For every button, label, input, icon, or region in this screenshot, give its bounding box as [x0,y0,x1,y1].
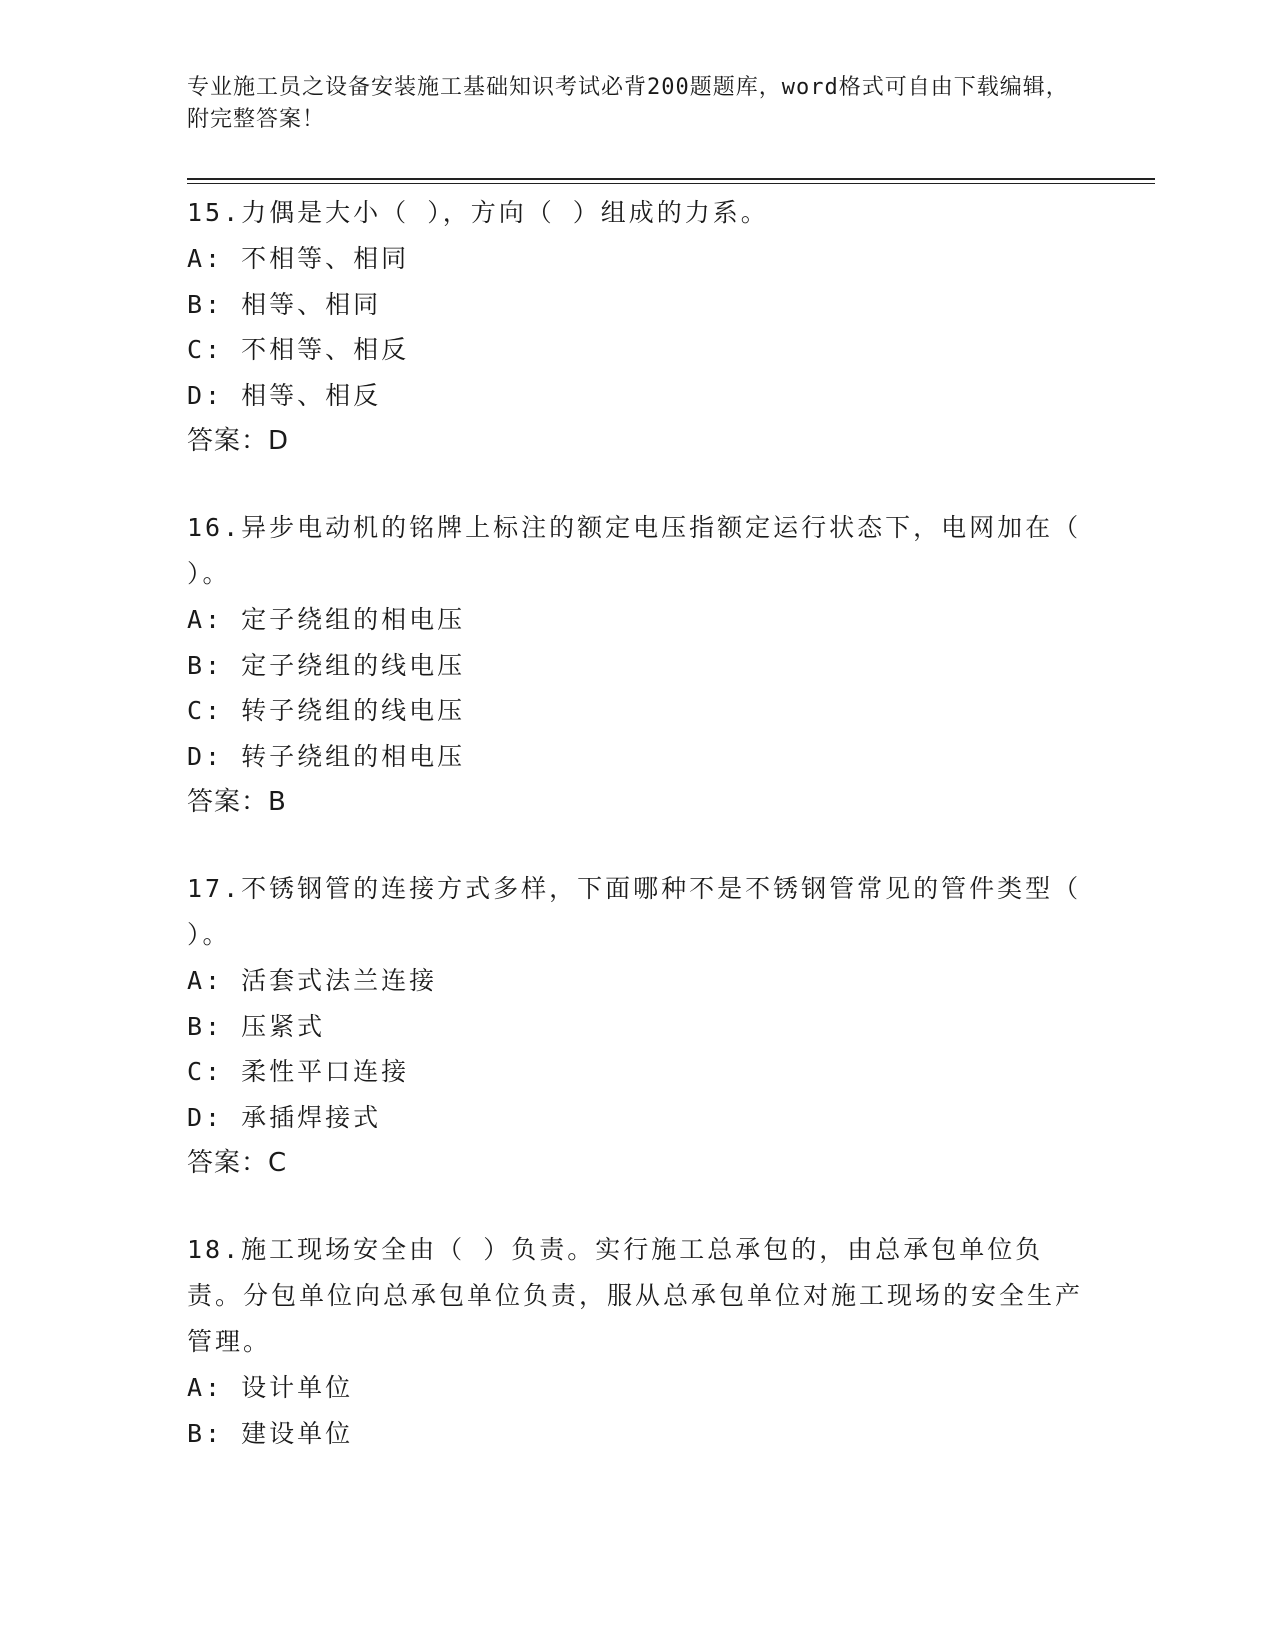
option-d: D: 相等、相反 [187,380,382,410]
header-divider [187,178,1155,180]
option-a: A: 定子绕组的相电压 [187,605,466,634]
question-stem: 18.施工现场安全由（ ）负责。实行施工总承包的，由总承包单位负责。分包单位向总承包单位负责，服从总承包单位对施工现场的安全生产管理。 [187,1235,1084,1356]
document-header: 专业施工员之设备安装施工基础知识考试必背200题题库，word格式可自由下载编辑，附完整答案！ [187,75,1069,132]
answer: 答案：B [187,787,287,817]
option-a: A: 活套式法兰连接 [187,966,438,995]
question-list [187,190,1087,1497]
question-stem: 17.不锈钢管的连接方式多样，下面哪种不是不锈钢管常见的管件类型（ ）。 [187,874,1082,949]
question-15 [187,190,1087,464]
option-d: D: 转子绕组的相电压 [187,741,466,771]
option-c: C: 转子绕组的线电压 [187,696,466,725]
option-b: B: 相等、相同 [187,289,382,319]
question-stem: 15.力偶是大小（ ），方向（ ）组成的力系。 [187,198,769,227]
question-16 [187,505,1087,825]
option-b: B: 建设单位 [187,1418,354,1448]
question-17 [187,866,1087,1186]
option-b: B: 定子绕组的线电压 [187,650,466,680]
option-b: B: 压紧式 [187,1011,326,1041]
option-c: C: 不相等、相反 [187,335,410,364]
question-18 [187,1227,1087,1456]
header-divider-thin [187,183,1155,184]
answer: 答案：C [187,1148,288,1178]
answer: 答案：D [187,426,290,456]
question-stem: 16.异步电动机的铭牌上标注的额定电压指额定运行状态下，电网加在（ ）。 [187,513,1082,588]
option-a: A: 不相等、相同 [187,244,410,273]
option-d: D: 承插焊接式 [187,1102,382,1132]
option-c: C: 柔性平口连接 [187,1057,410,1086]
option-a: A: 设计单位 [187,1373,354,1402]
